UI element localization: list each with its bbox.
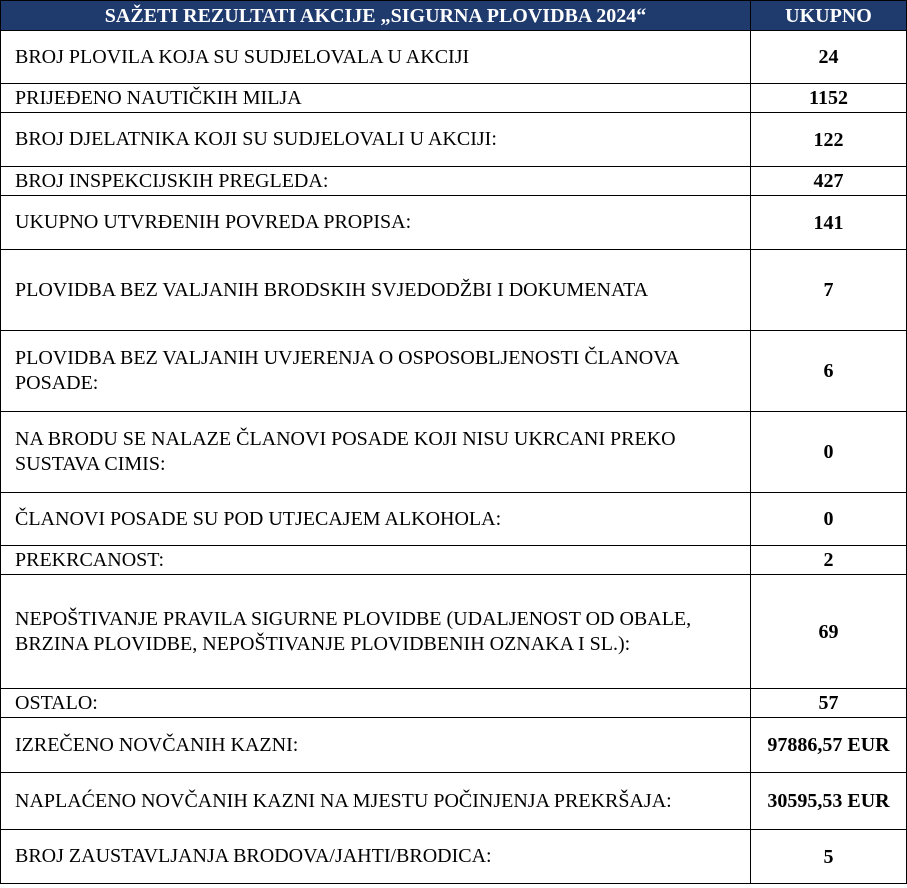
table-row [1,250,907,331]
row-value: 427 [751,167,907,196]
row-label: IZREČENO NOVČANIH KAZNI: [1,718,751,773]
table-row [1,167,907,196]
row-label: BROJ DJELATNIKA KOJI SU SUDJELOVALI U AKCIJI: [1,113,751,167]
row-label: PLOVIDBA BEZ VALJANIH UVJERENJA O OSPOSOBLJENOSTI ČLANOVA POSADE: [1,331,751,412]
table-header-row [1,1,907,31]
row-label: UKUPNO UTVRĐENIH POVREDA PROPISA: [1,196,751,250]
row-value: 0 [751,493,907,546]
row-label: PRIJEĐENO NAUTIČKIH MILJA [1,84,751,113]
row-value: 97886,57 EUR [751,718,907,773]
table-row [1,331,907,412]
table-row [1,196,907,250]
row-label: NEPOŠTIVANJE PRAVILA SIGURNE PLOVIDBE (UDALJENOST OD OBALE, BRZINA PLOVIDBE, NEPOŠTIVANJE PLOVIDBENIH OZNAKA I SL.): [1,575,751,689]
table-row [1,575,907,689]
row-value: 7 [751,250,907,331]
table-row [1,113,907,167]
row-value: 69 [751,575,907,689]
table-row [1,546,907,575]
table-row [1,412,907,493]
row-label: NAPLAĆENO NOVČANIH KAZNI NA MJESTU POČINJENJA PREKRŠAJA: [1,773,751,830]
row-value: 30595,53 EUR [751,773,907,830]
row-label: PREKRCANOST: [1,546,751,575]
table-row [1,84,907,113]
row-label: OSTALO: [1,689,751,718]
row-value: 2 [751,546,907,575]
row-label: BROJ ZAUSTAVLJANJA BRODOVA/JAHTI/BRODICA: [1,830,751,884]
row-label: ČLANOVI POSADE SU POD UTJECAJEM ALKOHOLA: [1,493,751,546]
table-row [1,773,907,830]
table-row [1,493,907,546]
row-value: 1152 [751,84,907,113]
row-label: BROJ INSPEKCIJSKIH PREGLEDA: [1,167,751,196]
total-column-header: UKUPNO [751,1,907,31]
table-row [1,830,907,884]
row-label: NA BRODU SE NALAZE ČLANOVI POSADE KOJI NISU UKRCANI PREKO SUSTAVA CIMIS: [1,412,751,493]
row-value: 141 [751,196,907,250]
row-value: 57 [751,689,907,718]
table-row [1,718,907,773]
row-value: 122 [751,113,907,167]
row-label: PLOVIDBA BEZ VALJANIH BRODSKIH SVJEDODŽBI I DOKUMENATA [1,250,751,331]
row-value: 24 [751,31,907,84]
table-title-header: SAŽETI REZULTATI AKCIJE „SIGURNA PLOVIDBA 2024“ [1,1,751,31]
row-value: 5 [751,830,907,884]
row-label: BROJ PLOVILA KOJA SU SUDJELOVALA U AKCIJI [1,31,751,84]
table-row [1,31,907,84]
table-row [1,689,907,718]
row-value: 0 [751,412,907,493]
row-value: 6 [751,331,907,412]
